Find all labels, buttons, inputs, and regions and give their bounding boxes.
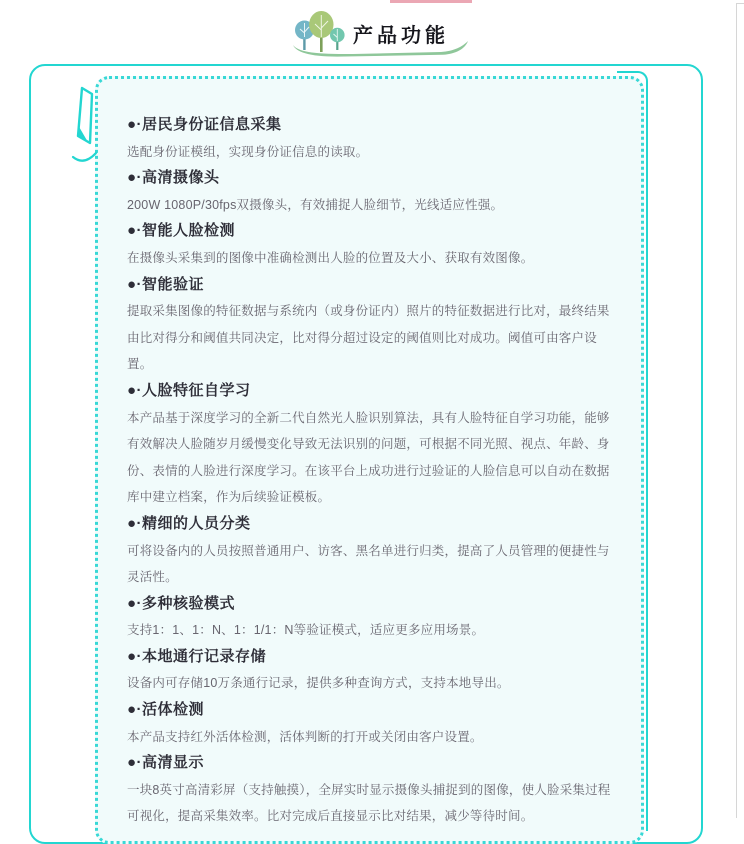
feature-title: ●·精细的人员分类 (127, 514, 251, 532)
feature-list (127, 112, 620, 830)
feature-title: ●·高清显示 (127, 754, 205, 772)
feature-title: ●·智能人脸检测 (127, 222, 236, 240)
window-edge-vertical (736, 3, 737, 818)
feature-title: ●·活体检测 (127, 701, 205, 719)
header-swoosh-underline (291, 40, 473, 63)
feature-description: 支持1：1、1：N、1：1/1：N等验证模式，适应更多应用场景。 (127, 623, 485, 638)
feature-description: 可将设备内的人员按照普通用户、访客、黑名单进行归类，提高了人员管理的便捷性与灵活性。 (127, 543, 610, 585)
feature-title: ●·人脸特征自学习 (127, 381, 251, 399)
feature-description: 本产品基于深度学习的全新二代自然光人脸识别算法，具有人脸特征自学习功能，能够有效解决人脸随岁月缓慢变化导致无法识别的问题，可根据不同光照、视点、年龄、身份、表情的人脸进行深度学习。在该平台上成功进行过验证的人脸信息可以自动在数据库中建立档案，作为后续验证模板。 (127, 410, 610, 505)
feature-description: 设备内可存储10万条通行记录，提供多种查询方式，支持本地导出。 (127, 676, 510, 691)
top-accent-line (390, 0, 472, 3)
feature-description: 选配身份证模组，实现身份证信息的读取。 (127, 144, 369, 159)
feature-title: ●·本地通行记录存储 (127, 647, 267, 665)
feature-description: 200W 1080P/30fps双摄像头，有效捕捉人脸细节，光线适应性强。 (127, 197, 504, 212)
page-bracket-icon (71, 86, 99, 177)
feature-title: ●·多种核验模式 (127, 594, 236, 612)
feature-title: ●·高清摄像头 (127, 169, 220, 187)
feature-description: 一块8英寸高清彩屏（支持触摸），全屏实时显示摄像头捕捉到的图像，使人脸采集过程可视化，提高采集效率。比对完成后直接显示比对结果，减少等待时间。 (127, 782, 611, 824)
feature-description: 提取采集图像的特征数据与系统内（或身份证内）照片的特征数据进行比对，最终结果由比对得分和阈值共同决定，比对得分超过设定的阈值则比对成功。阈值可由客户设置。 (127, 304, 610, 372)
feature-title: ●·居民身份证信息采集 (127, 116, 282, 133)
feature-title: ●·智能验证 (127, 275, 205, 293)
window-edge-corner (736, 3, 744, 4)
feature-description: 在摄像头采集到的图像中准确检测出人脸的位置及大小、获取有效图像。 (127, 250, 534, 265)
feature-description: 本产品支持红外活体检测，活体判断的打开或关闭由客户设置。 (127, 729, 483, 744)
page-title: 产品功能 (353, 25, 449, 47)
